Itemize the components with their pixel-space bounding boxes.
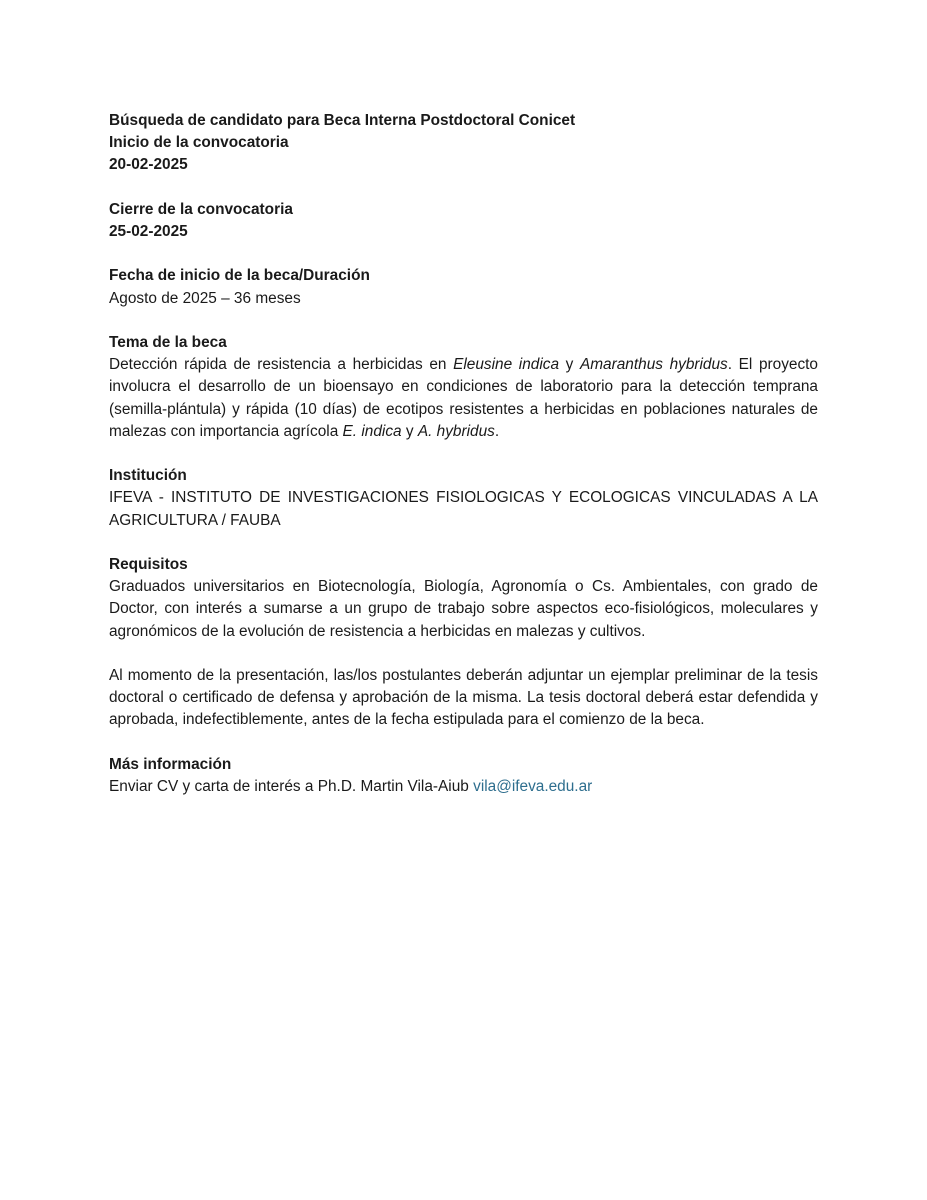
more-info-text: Enviar CV y carta de interés a Ph.D. Martin Vila-Aiub vila@ifeva.edu.ar [109,777,593,795]
close-label: Cierre de la convocatoria [109,200,293,218]
close-date: 25-02-2025 [109,223,188,240]
start-label: Inicio de la convocatoria [109,134,289,152]
more-info-heading: Más información [109,755,232,773]
document-title: Búsqueda de candidato para Beca Interna Postdoctoral Conicet [109,112,576,129]
email-link[interactable]: vila@ifeva.edu.ar [473,777,593,795]
institution-text: IFEVA - INSTITUTO DE INVESTIGACIONES FISIOLOGICAS Y ECOLOGICAS VINCULADAS A LA AGRICULTURA / FAUBA [109,489,818,529]
species-a-hybridus: A. hybridus [417,422,495,440]
institution-heading: Institución [109,467,187,485]
fellowship-start-value: Agosto de 2025 – 36 meses [109,289,301,307]
requirements-heading: Requisitos [109,555,188,573]
requirements-paragraph-1: Graduados universitarios en Biotecnología, Biología, Agronomía o Cs. Ambientales, con grado de Doctor, con interés a sumarse a un grupo de trabajo sobre aspectos eco-fisiológicos, moleculares y agronómicos de la evolución de resistencia a herbicidas en malezas y cultivos. [109,578,818,640]
species-e-indica: E. indica [342,422,402,440]
fellowship-start-heading: Fecha de inicio de la beca/Duración [109,267,370,285]
requirements-paragraph-2: Al momento de la presentación, las/los postulantes deberán adjuntar un ejemplar preliminar de la tesis doctoral o certificado de defensa y aprobación de la misma. La tesis doctoral deberá estar defendida y aprobada, indefectiblemente, antes de la fecha estipulada para el comienzo de la beca. [109,666,818,729]
topic-paragraph: Detección rápida de resistencia a herbicidas en Eleusine indica y Amaranthus hybridus. El proyecto involucra el desarrollo de un bioensayo en condiciones de laboratorio para la detección temprana (semilla-plántula) y rápida (10 días) de ecotipos resistentes a herbicidas en poblaciones naturales de malezas con importancia agrícola E. indica y A. hybridus. [109,356,818,440]
document-page [109,110,818,798]
species-amaranthus: Amaranthus hybridus [579,356,728,374]
start-date: 20-02-2025 [109,156,188,174]
topic-heading: Tema de la beca [109,333,227,351]
species-eleusine: Eleusine indica [453,356,560,374]
